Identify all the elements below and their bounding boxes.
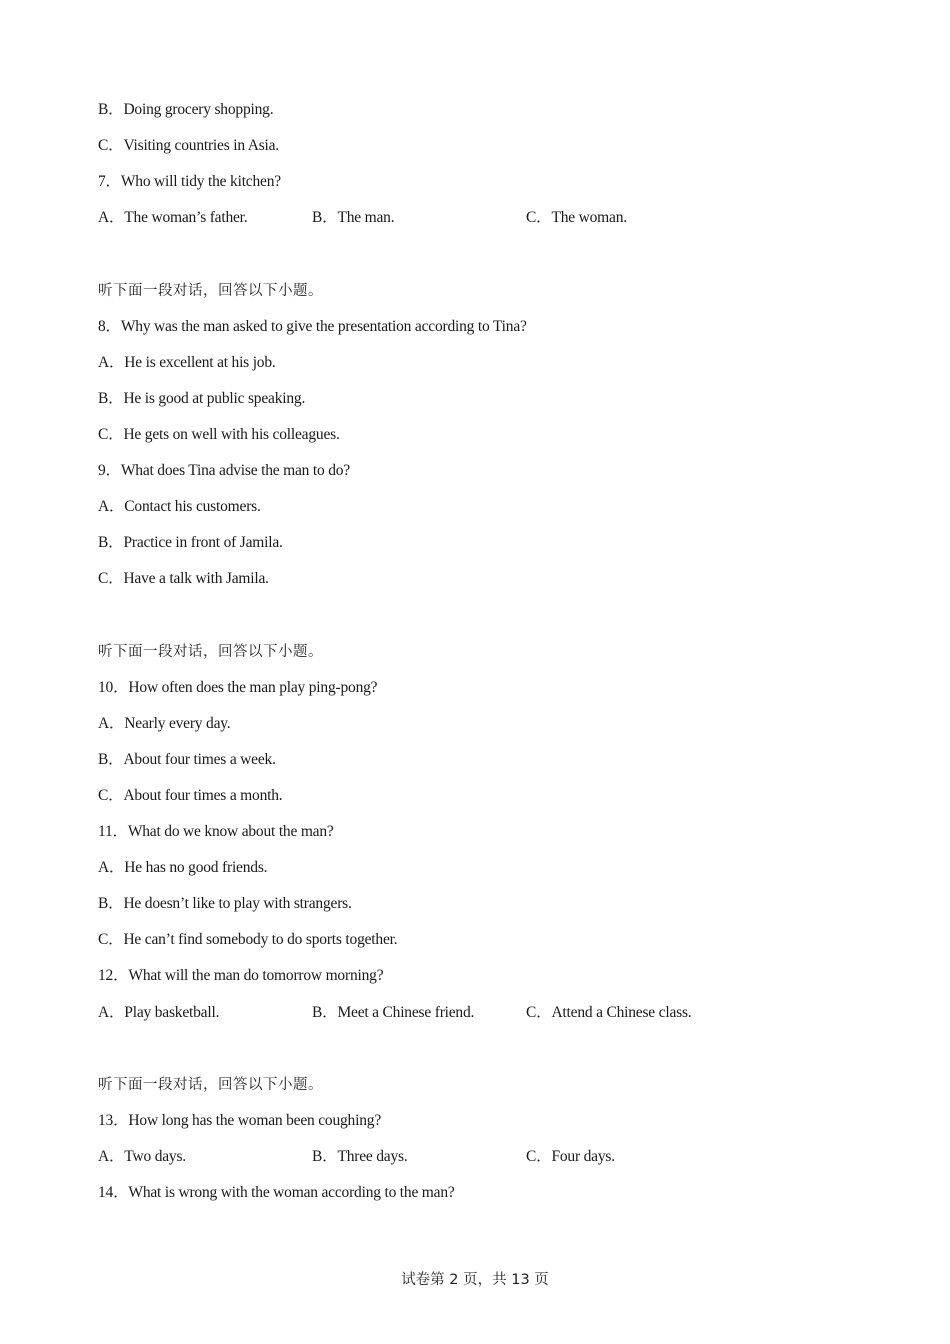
option-b: B．Three days. — [312, 1148, 408, 1165]
option-line: B．Practice in front of Jamila. — [98, 534, 283, 551]
question-line: 8．Why was the man asked to give the presentation according to Tina? — [98, 318, 527, 335]
option-b: B．Meet a Chinese friend. — [312, 1004, 475, 1021]
question-line: 10．How often does the man play ping-pong? — [98, 679, 378, 696]
option-line: B．He doesn’t like to play with strangers. — [98, 895, 352, 912]
option-line: A．He has no good friends. — [98, 859, 268, 876]
option-line: A．Contact his customers. — [98, 498, 261, 515]
option-a: A．Two days. — [98, 1148, 186, 1165]
option-line: C．Have a talk with Jamila. — [98, 570, 269, 587]
question-line: 7．Who will tidy the kitchen? — [98, 173, 281, 190]
option-line: B．Doing grocery shopping. — [98, 101, 274, 118]
option-b: B．The man. — [312, 209, 395, 226]
option-line: B．About four times a week. — [98, 751, 276, 768]
option-c: C．Four days. — [526, 1148, 615, 1165]
option-line: C．Visiting countries in Asia. — [98, 137, 279, 154]
option-line: A．Nearly every day. — [98, 715, 231, 732]
option-a: A．Play basketball. — [98, 1004, 220, 1021]
option-c: C．The woman. — [526, 209, 627, 226]
section-instruction: 听下面一段对话，回答以下小题。 — [98, 644, 323, 660]
section-instruction: 听下面一段对话，回答以下小题。 — [98, 1077, 323, 1093]
question-line: 9．What does Tina advise the man to do? — [98, 462, 350, 479]
question-line: 13．How long has the woman been coughing? — [98, 1112, 381, 1129]
option-a: A．The woman’s father. — [98, 209, 248, 226]
page-footer: 试卷第 2 页，共 13 页 — [401, 1272, 549, 1288]
option-line: C．About four times a month. — [98, 787, 283, 804]
option-line: C．He can’t find somebody to do sports together. — [98, 931, 398, 948]
option-line: A．He is excellent at his job. — [98, 354, 276, 371]
question-line: 11．What do we know about the man? — [98, 823, 334, 840]
question-line: 14．What is wrong with the woman according to the man? — [98, 1184, 455, 1201]
question-line: 12．What will the man do tomorrow morning? — [98, 967, 384, 984]
option-c: C．Attend a Chinese class. — [526, 1004, 692, 1021]
option-line: B．He is good at public speaking. — [98, 390, 306, 407]
section-instruction: 听下面一段对话，回答以下小题。 — [98, 283, 323, 299]
option-line: C．He gets on well with his colleagues. — [98, 426, 340, 443]
